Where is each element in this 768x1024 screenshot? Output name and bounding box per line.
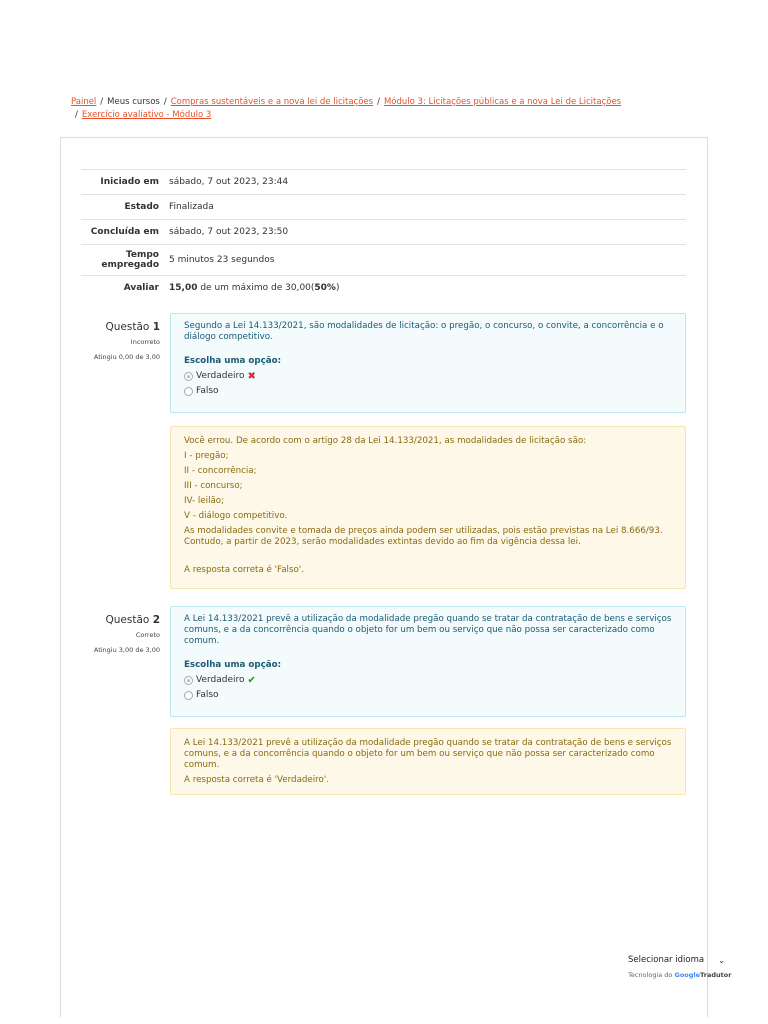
chevron-down-icon: ⌄ [718,955,725,965]
google-logo: Google [674,971,701,979]
question-number: 2 [152,614,160,626]
language-select[interactable] [628,955,728,965]
state-label: Estado [124,202,159,212]
breadcrumb-separator: / [377,97,380,107]
feedback-answer: A resposta correta é 'Verdadeiro'. [184,775,330,785]
summary-row-grade [81,276,686,300]
question-2-info [84,614,160,654]
feedback-intro: A Lei 14.133/2021 prevê a utilização da modalidade pregão quando se tratar da contratação de bens e serviços comuns, e a da concorrência quando o objeto for um bem ou serviço que não possa ser caracterizado como comum. [184,738,672,770]
feedback-note: As modalidades convite e tomada de preços ainda podem ser utilizadas, pois estão previstas na Lei 8.666/93. Contudo, a partir de 2023, serão modalidades extintas devido ao fim da vigência dessa lei. [184,526,663,547]
feedback-item: V - diálogo competitivo. [184,511,288,521]
translate-product: Tradutor [700,971,732,979]
question-1-grade: Atingiu 0,00 de 3,00 [93,353,160,361]
powered-by-google [628,971,731,979]
question-2-feedback [170,728,686,795]
language-select-label: Selecionar idioma [628,955,705,965]
completed-value: sábado, 7 out 2023, 23:50 [169,227,289,237]
breadcrumb-separator: / [100,97,104,107]
state-value: Finalizada [169,202,214,212]
question-1-box [170,313,686,413]
feedback-intro: Você errou. De acordo com o artigo 28 da Lei 14.133/2021, as modalidades de licitação são: [184,436,587,446]
question-2-prompt: Escolha uma opção: [184,660,282,670]
question-1-info [84,321,160,361]
correct-icon: ✔ [247,675,256,686]
time-label-line1: Tempo [125,250,159,260]
attempt-summary-table [81,169,686,300]
grade-label: Avaliar [123,283,159,293]
radio-icon[interactable] [184,387,193,396]
incorrect-icon: ✖ [247,371,256,382]
radio-checked-icon[interactable] [184,676,193,685]
grade-mid: de um máximo de 30,00( [197,283,315,293]
option-label: Verdadeiro [196,371,245,381]
summary-row-started [81,170,686,195]
grade-percent: 50% [314,283,336,293]
time-label-line2: empregado [101,260,159,270]
summary-row-state [81,195,686,220]
feedback-item: II - concorrência; [184,466,257,476]
radio-icon[interactable] [184,691,193,700]
feedback-answer: A resposta correta é 'Falso'. [184,565,304,575]
breadcrumb-painel-link[interactable]: Painel [71,97,97,107]
feedback-item: IV- leilão; [184,496,225,506]
feedback-item: I - pregão; [184,451,229,461]
question-1-feedback [170,426,686,589]
summary-row-time [81,245,686,276]
question-1-title [84,321,160,333]
question-1-option-verdadeiro[interactable] [184,371,672,382]
question-1-option-falso[interactable] [184,386,672,397]
started-label: Iniciado em [100,177,159,187]
breadcrumb [71,96,691,122]
question-number: 1 [152,321,160,333]
google-translate-widget [628,955,731,979]
breadcrumb-module-link[interactable]: Módulo 3: Licitações públicas e a nova Lei de Licitações [383,97,622,107]
started-value: sábado, 7 out 2023, 23:44 [169,177,289,187]
feedback-item: III - concurso; [184,481,243,491]
question-2-title [84,614,160,626]
question-1-status: Incorreto [130,338,160,346]
question-2-text: A Lei 14.133/2021 prevê a utilização da modalidade pregão quando se tratar da contratação de bens e serviços comuns, e a da concorrência quando o objeto for um bem ou serviço que não possa ser caracterizado como comum. [184,614,672,646]
powered-prefix: Tecnologia do [628,971,673,979]
completed-label: Concluída em [90,227,159,237]
question-2-box [170,606,686,717]
question-2-grade: Atingiu 3,00 de 3,00 [93,646,160,654]
time-value: 5 minutos 23 segundos [169,255,275,265]
option-label: Falso [196,386,219,396]
summary-row-completed [81,220,686,245]
question-2-status: Correto [135,631,160,639]
question-label: Questão [105,614,150,626]
question-1-prompt: Escolha uma opção: [184,356,282,366]
breadcrumb-separator: / [75,110,78,120]
breadcrumb-exercise-link[interactable]: Exercício avaliativo - Módulo 3 [81,110,212,120]
breadcrumb-separator: / [163,97,167,107]
option-label: Falso [196,690,219,700]
option-label: Verdadeiro [196,675,245,685]
radio-checked-icon[interactable] [184,372,193,381]
question-label: Questão [105,321,150,333]
breadcrumb-course-link[interactable]: Compras sustentáveis e a nova lei de licitações [170,97,374,107]
breadcrumb-meus-cursos: Meus cursos [107,97,160,107]
grade-value [169,283,339,293]
time-label [81,250,169,270]
grade-end: ) [335,283,340,293]
question-2-option-falso[interactable] [184,690,672,701]
question-1-text: Segundo a Lei 14.133/2021, são modalidades de licitação: o pregão, o concurso, o convite, a concorrência e o diálogo competitivo. [184,321,664,342]
question-2-option-verdadeiro[interactable] [184,675,672,686]
grade-score: 15,00 [169,283,198,293]
